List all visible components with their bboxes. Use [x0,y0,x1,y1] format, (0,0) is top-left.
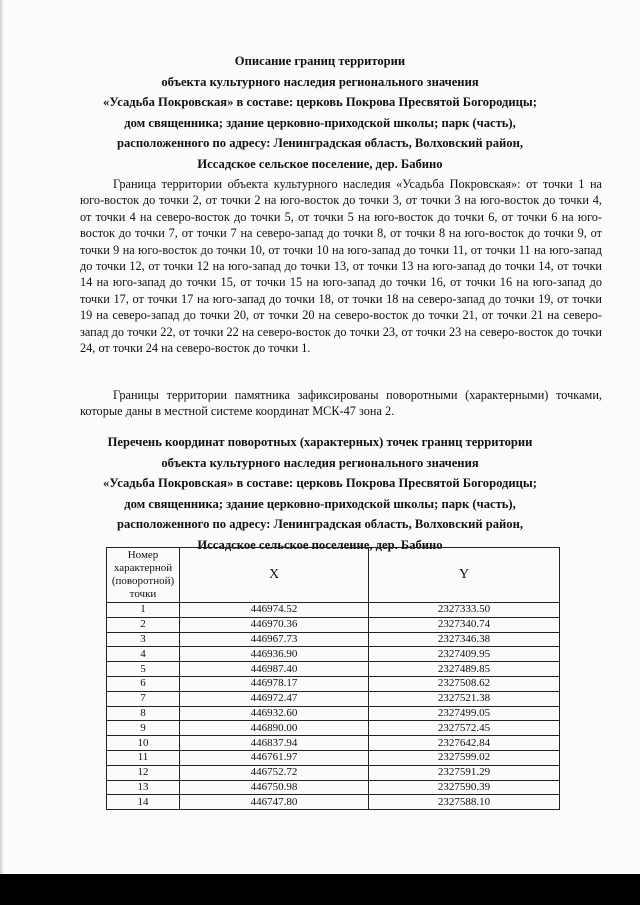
point-number: 14 [107,795,180,810]
header-x: X [180,548,369,603]
table-title [60,432,580,555]
table-row [107,647,560,662]
header-y: Y [369,548,560,603]
coord-x: 446752.72 [180,765,369,780]
coord-x: 446750.98 [180,780,369,795]
coord-x: 446970.36 [180,617,369,632]
coord-y: 2327499.05 [369,706,560,721]
coord-x: 446978.17 [180,676,369,691]
coord-x: 446761.97 [180,750,369,765]
title-line: «Усадьба Покровская» в составе: церковь Покрова Пресвятой Богородицы; [103,95,537,109]
coord-y: 2327642.84 [369,736,560,751]
table-row [107,706,560,721]
table-row [107,603,560,618]
table-row [107,765,560,780]
coord-y: 2327588.10 [369,795,560,810]
coord-y: 2327333.50 [369,603,560,618]
coord-y: 2327346.38 [369,632,560,647]
table-row [107,780,560,795]
title-line: дом священника; здание церковно-приходской школы; парк (часть), [124,115,516,130]
coordinate-system-paragraph: Границы территории памятника зафиксированы поворотными (характерными) точками, которые даны в местной системе координат МСК-47 зона 2. [80,388,602,419]
scan-edge-shadow [0,0,4,874]
point-number: 12 [107,765,180,780]
coord-y: 2327340.74 [369,617,560,632]
coord-y: 2327591.29 [369,765,560,780]
boundary-description [80,176,602,356]
table-row [107,676,560,691]
coord-x: 446747.80 [180,795,369,810]
title-line: расположенного по адресу: Ленинградская область, Волховский район, [116,136,523,150]
coord-x: 446837.94 [180,736,369,751]
table-title-line: объекта культурного наследия регионального значения [161,455,479,470]
table-row [107,736,560,751]
point-number: 8 [107,706,180,721]
coord-x: 446890.00 [180,721,369,736]
point-number: 1 [107,603,180,618]
table-row [107,617,560,632]
point-number: 2 [107,617,180,632]
title-line: Иссадское сельское поселение, дер. Бабино [197,156,443,171]
coord-y: 2327572.45 [369,721,560,736]
coord-y: 2327521.38 [369,691,560,706]
table-title-line: Перечень координат поворотных (характерных) точек границ территории [107,435,533,449]
coord-x: 446936.90 [180,647,369,662]
coordinates-table [106,547,560,810]
point-number: 11 [107,750,180,765]
coord-x: 446987.40 [180,662,369,677]
coord-y: 2327590.39 [369,780,560,795]
table-title-line: расположенного по адресу: Ленинградская область, Волховский район, [116,517,523,531]
point-number: 3 [107,632,180,647]
table-title-line: дом священника; здание церковно-приходской школы; парк (часть), [124,496,516,511]
table-header-row [107,548,560,603]
coord-x: 446932.60 [180,706,369,721]
table-title-line: Иссадское сельское поселение, дер. Бабино [197,537,443,552]
coord-x: 446974.52 [180,603,369,618]
table-title-line: «Усадьба Покровская» в составе: церковь Покрова Пресвятой Богородицы; [103,476,537,490]
point-number: 13 [107,780,180,795]
coord-y: 2327508.62 [369,676,560,691]
coordinate-system-note [80,387,602,420]
point-number: 9 [107,721,180,736]
point-number: 4 [107,647,180,662]
title-line: объекта культурного наследия регионального значения [161,74,479,89]
coord-y: 2327599.02 [369,750,560,765]
coord-y: 2327489.85 [369,662,560,677]
boundary-paragraph: Граница территории объекта культурного наследия «Усадьба Покровская»: от точки 1 на юго-восток до точки 2, от точки 2 на юго-восток до точки 3, от точки 3 на юго-восток до точки 4, от точки 4 на северо-восток до точки 5, от точки 5 на юго-восток до точки 6, от точки 6 на юго-восток до точки 7, от точки 7 на северо-запад до точки 8, от точки 8 на юго-восток до точки 9, от точки 9 на юго-восток до точки 10, от точки 10 на юго-запад до точки 11, от точки 11 на юго-запад до точки 12, от точки 12 на юго-запад до точки 13, от точки 13 на юго-запад до точки 14, от точки 14 на юго-запад до точки 15, от точки 15 на юго-запад до точки 16, от точки 16 на юго-запад до точки 17, от точки 17 на юго-запад до точки 18, от точки 18 на северо-запад до точки 19, от точки 19 на северо-запад до точки 20, от точки 20 на северо-восток до точки 21, от точки 21 на северо-запад до точки 22, от точки 22 на северо-восток до точки 23, от точки 23 на северо-восток до точки 24, от точки 24 на северо-восток до точки 1. [80,177,602,356]
table-row [107,721,560,736]
document-title [60,51,580,174]
point-number: 6 [107,676,180,691]
table-row [107,795,560,810]
coord-x: 446967.73 [180,632,369,647]
coord-y: 2327409.95 [369,647,560,662]
coord-x: 446972.47 [180,691,369,706]
point-number: 10 [107,736,180,751]
title-line: Описание границ территории [234,54,406,68]
table-row [107,750,560,765]
point-number: 7 [107,691,180,706]
point-number: 5 [107,662,180,677]
scan-border [0,874,640,905]
header-point-number: Номер характерной (поворотной) точки [107,548,180,603]
table-row [107,632,560,647]
table-row [107,662,560,677]
table-row [107,691,560,706]
